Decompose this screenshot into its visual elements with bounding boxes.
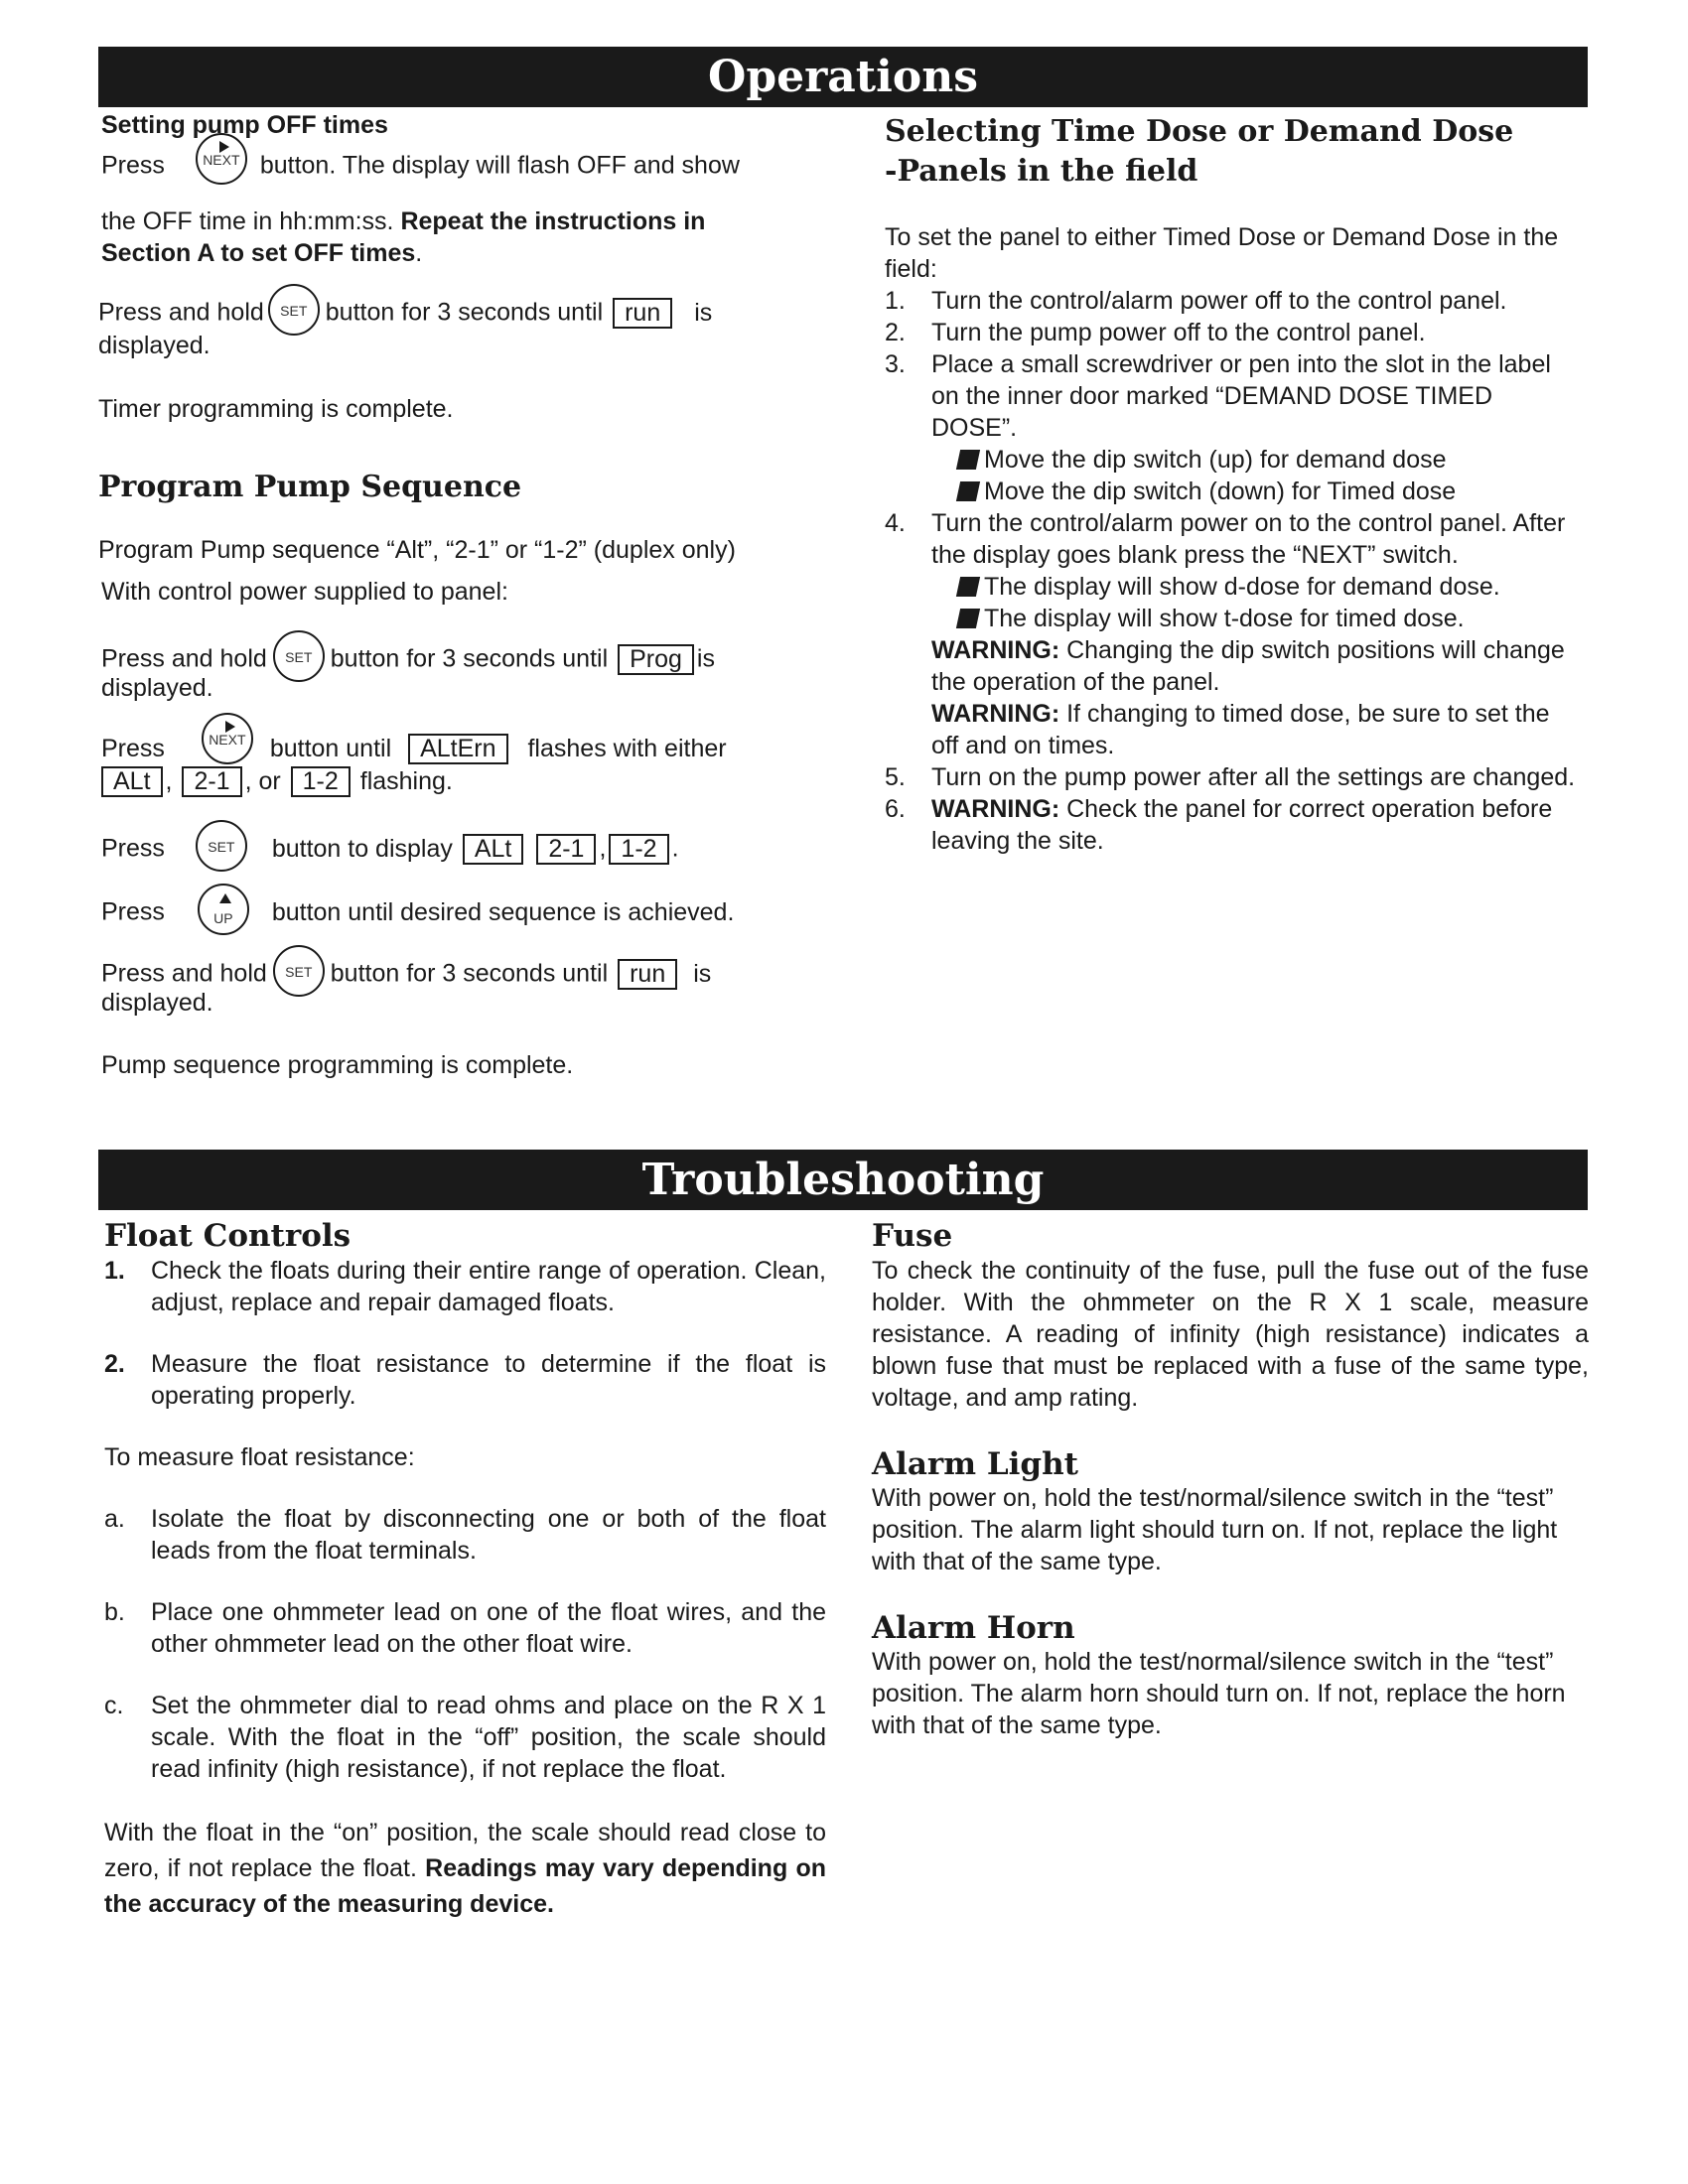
measure-intro: To measure float resistance: — [104, 1443, 415, 1471]
sequence-press-hold-prog: Press and hold SET button for 3 seconds until Prog is — [101, 638, 715, 682]
off-times-displayed: displayed. — [98, 332, 211, 359]
square-bullet-icon — [956, 481, 980, 501]
alarm-horn-text: With power on, hold the test/normal/silence switch in the “test” position. The alarm horn should turn on. If not, replace the horn with that of the same type. — [872, 1648, 1566, 1739]
two-one-display: 2-1 — [536, 834, 596, 865]
pump-sequence-heading: Program Pump Sequence — [98, 470, 522, 504]
next-button[interactable]: NEXT — [196, 133, 247, 185]
dose-step: 4. Turn the control/alarm power on to the control panel. After the display goes blank press the “NEXT” switch. The display will show d-dose for demand dose. The display will show t-dose for timed dose. WARNING: Changing the dip switch positions will change the operation of the panel. WARNING: If changing to timed dose, be sure to set the off and on times. — [885, 507, 1580, 761]
sequence-press-next: Press NEXT button until ALtErn flashes with either — [101, 733, 727, 764]
sequence-with-power: With control power supplied to panel: — [101, 578, 508, 606]
set-button[interactable]: SET — [196, 820, 247, 872]
off-times-heading: Setting pump OFF times — [101, 111, 388, 139]
sequence-displayed-1: displayed. — [101, 674, 213, 702]
dose-warning: WARNING: Changing the dip switch positions will change the operation of the panel. — [931, 636, 1565, 696]
prog-display: Prog — [618, 644, 694, 675]
fuse-heading: Fuse — [872, 1218, 953, 1254]
up-arrow-icon — [219, 893, 231, 903]
altern-display: ALtErn — [408, 734, 507, 764]
dose-step: 6. WARNING: Check the panel for correct operation before leaving the site. — [885, 795, 1553, 855]
set-button[interactable]: SET — [273, 630, 325, 682]
dose-heading-line2: -Panels in the field — [885, 154, 1198, 189]
sequence-displayed-2: displayed. — [101, 989, 213, 1017]
one-two-display: 1-2 — [609, 834, 668, 865]
run-display: run — [618, 959, 677, 990]
dose-section — [885, 221, 1580, 857]
square-bullet-icon — [956, 450, 980, 470]
up-button[interactable]: UP — [198, 884, 249, 935]
alarm-horn-heading: Alarm Horn — [872, 1610, 1075, 1646]
one-two-display: 1-2 — [291, 766, 351, 797]
run-display: run — [613, 298, 672, 329]
measure-step: c. Set the ohmmeter dial to read ohms and place on the R X 1 scale. With the float in the “off” position, the scale should read infinity (high resistance), if not replace the float. — [104, 1692, 826, 1783]
alarm-light-heading: Alarm Light — [872, 1446, 1078, 1482]
two-one-display: 2-1 — [182, 766, 241, 797]
off-times-line3: Section A to set OFF times. — [101, 239, 423, 267]
dose-step: 3. Place a small screwdriver or pen into the slot in the label on the inner door marked “DEMAND DOSE TIMED DOSE”. Move the dip switch (up) for demand dose Move the dip switch (down) for Timed dose — [885, 348, 1580, 507]
set-button[interactable]: SET — [268, 284, 320, 336]
sequence-press-up: Press UP button until desired sequence is achieved. — [101, 891, 734, 935]
dose-warning: WARNING: If changing to timed dose, be sure to set the off and on times. — [931, 700, 1550, 759]
set-button[interactable]: SET — [273, 945, 325, 997]
off-times-line2: the OFF time in hh:mm:ss. Repeat the instructions in — [101, 207, 706, 235]
measure-step: a. Isolate the float by disconnecting one or both of the float leads from the float terminals. — [104, 1505, 826, 1565]
dose-bullet: The display will show d-dose for demand dose. — [931, 571, 1580, 603]
float-controls-section — [104, 1255, 826, 1922]
sequence-intro: Program Pump sequence “Alt”, “2-1” or “1-2” (duplex only) — [98, 536, 736, 564]
off-times-press-hold: Press and hold SET button for 3 seconds until run is — [98, 292, 712, 336]
alarm-light-text: With power on, hold the test/normal/silence switch in the “test” position. The alarm light should turn on. If not, replace the light with that of the same type. — [872, 1484, 1558, 1575]
operations-title: Operations — [708, 52, 978, 102]
measure-step: b. Place one ohmmeter lead on one of the float wires, and the other ohmmeter lead on the other float wire. — [104, 1598, 826, 1658]
fuse-text: To check the continuity of the fuse, pull the fuse out of the fuse holder. With the ohmmeter on the R X 1 scale, measure resistance. A reading of infinity (high resistance) indicates a blown fuse that must be replaced with a fuse of the same type, voltage, and amp rating. — [872, 1257, 1589, 1412]
sequence-options-line: ALt , 2-1 , or 1-2 flashing. — [101, 765, 453, 797]
sequence-complete-text: Pump sequence programming is complete. — [101, 1051, 574, 1079]
off-times-press-next: Press NEXT button. The display will flash OFF and show — [101, 149, 740, 185]
square-bullet-icon — [956, 609, 980, 628]
float-step: 1. Check the floats during their entire range of operation. Clean, adjust, replace and repair damaged floats. — [104, 1257, 826, 1316]
dose-step: 1. Turn the control/alarm power off to the control panel. — [885, 287, 1507, 315]
sequence-press-hold-run: Press and hold SET button for 3 seconds until run is — [101, 953, 711, 997]
dose-bullet: Move the dip switch (up) for demand dose — [931, 444, 1580, 476]
square-bullet-icon — [956, 577, 980, 597]
alt-display: ALt — [101, 766, 163, 797]
dose-step: 5. Turn on the pump power after all the settings are changed. — [885, 763, 1576, 791]
dose-intro: To set the panel to either Timed Dose or Demand Dose in the field: — [885, 223, 1559, 283]
dose-step: 2. Turn the pump power off to the control panel. — [885, 319, 1426, 346]
timer-complete-text: Timer programming is complete. — [98, 395, 454, 423]
dose-heading-line1: Selecting Time Dose or Demand Dose — [885, 114, 1514, 149]
next-button[interactable]: NEXT — [202, 713, 253, 764]
sequence-press-set-display: Press SET button to display ALt 2-1 , 1-2 . — [101, 828, 679, 872]
alt-display: ALt — [463, 834, 524, 865]
float-controls-heading: Float Controls — [104, 1218, 352, 1254]
float-step: 2. Measure the float resistance to determine if the float is operating properly. — [104, 1350, 826, 1410]
dose-bullet: Move the dip switch (down) for Timed dose — [931, 476, 1580, 507]
troubleshooting-title: Troubleshooting — [641, 1155, 1045, 1205]
dose-bullet: The display will show t-dose for timed dose. — [931, 603, 1580, 634]
troubleshooting-banner — [98, 1150, 1588, 1210]
float-closing: With the float in the “on” position, the scale should read close to zero, if not replace the float. Readings may vary depending on the accuracy of the measuring device. — [104, 1819, 826, 1918]
operations-banner — [98, 47, 1588, 107]
